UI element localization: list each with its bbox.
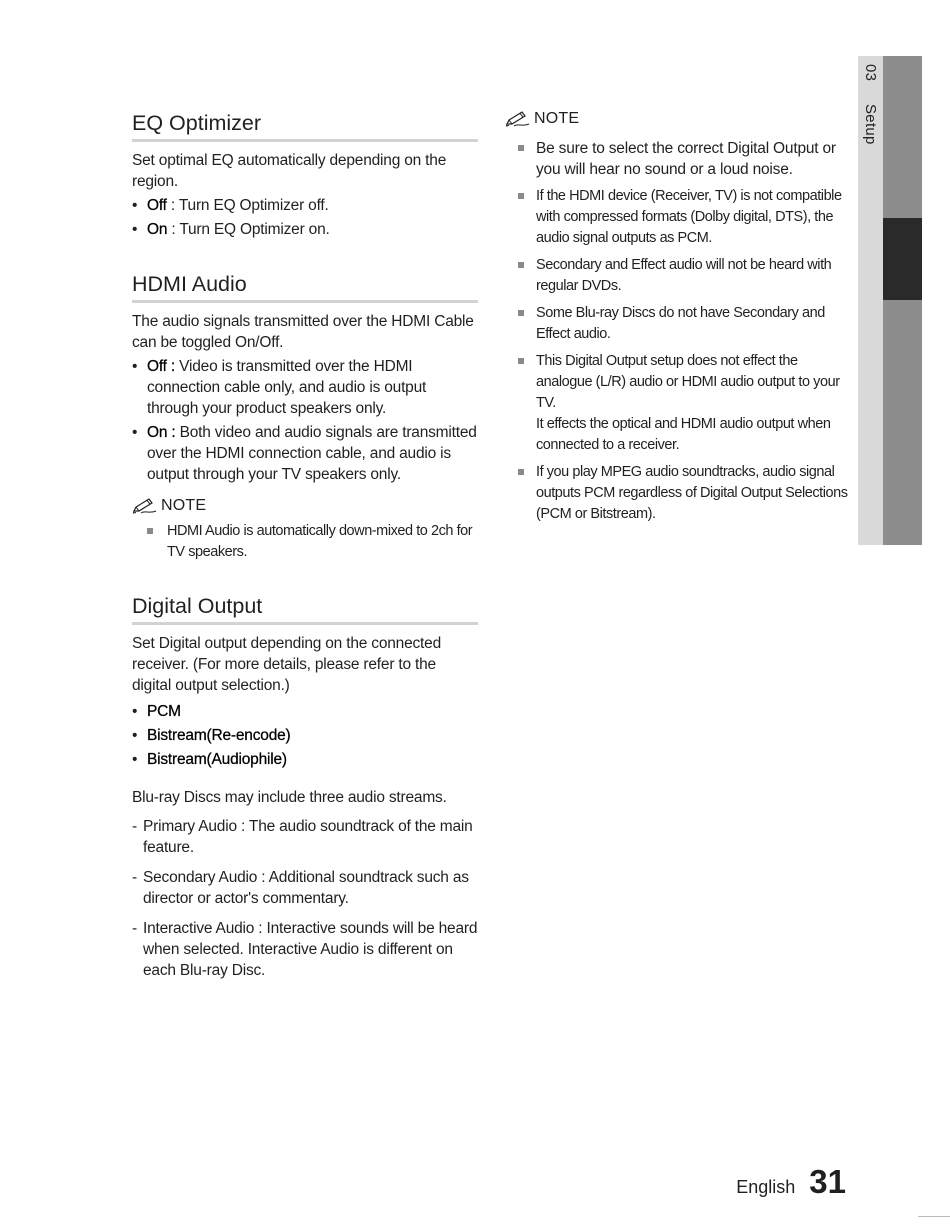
hdmi-audio-section [132,269,478,563]
digital-output-options [132,701,478,770]
right-note-list [505,138,850,525]
option-text: Both video and audio signals are transmitted over the HDMI connection cable, and audio is output through your TV speakers only. [147,424,477,483]
option-term: PCM [147,703,181,720]
note-item: If you play MPEG audio soundtracks, audio signal outputs PCM regardless of Digital Output Selections (PCM or Bitstream). [505,462,850,525]
chapter-label [858,64,883,264]
note-item: If the HDMI device (Receiver, TV) is not compatible with compressed formats (Dolby digital, DTS), the audio signal outputs as PCM. [505,186,850,249]
option-text: : Turn EQ Optimizer off. [166,197,329,214]
note-item: Secondary and Effect audio will not be heard with regular DVDs. [505,255,850,297]
option-term: Bistream(Audiophile) [147,751,287,768]
eq-option-off [132,195,478,216]
option-text: Video is transmitted over the HDMI connection cable only, and audio is output through your product speakers only. [147,358,427,417]
option-term: On : [147,424,176,441]
hdmi-audio-heading: HDMI Audio [132,269,478,303]
hdmi-audio-options [132,356,478,485]
eq-optimizer-description: Set optimal EQ automatically depending on the region. [132,152,447,190]
digital-output-heading: Digital Output [132,591,478,625]
option-term: Bistream(Re-encode) [147,727,291,744]
footer-rule [918,1216,950,1217]
digital-output-note [505,108,850,525]
option-term: Off [147,197,167,214]
note-heading [505,108,850,130]
note-item: Be sure to select the correct Digital Output or you will hear no sound or a loud noise. [505,138,850,180]
tab-gray-band [883,56,922,545]
right-column [505,108,850,531]
note-item-continuation: It effects the optical and HDMI audio output when connected to a receiver. [536,416,831,453]
digital-option-reencode [132,725,478,746]
hdmi-audio-description: The audio signals transmitted over the HDMI Cable can be toggled On/Off. [132,313,474,351]
stream-item: - Primary Audio : The audio soundtrack of the main feature. [132,816,478,858]
stream-item: - Secondary Audio : Additional soundtrack such as director or actor's commentary. [132,867,478,909]
hdmi-note [132,495,478,563]
option-term: Off : [147,358,176,375]
digital-option-pcm [132,701,478,722]
digital-option-audiophile [132,749,478,770]
hdmi-option-on [132,422,478,485]
note-item-text: This Digital Output setup does not effect the analogue (L/R) audio or HDMI audio output to your TV. [536,353,840,411]
left-column [132,108,478,990]
option-text: : Turn EQ Optimizer on. [167,221,330,238]
note-heading [132,495,478,517]
chapter-title: Setup [862,104,879,145]
eq-optimizer-options [132,195,478,240]
digital-output-section [132,591,478,981]
footer-language: English [736,1177,796,1197]
note-item: Some Blu-ray Discs do not have Secondary and Effect audio. [505,303,850,345]
eq-option-on [132,219,478,240]
digital-output-description: Set Digital output depending on the connected receiver. (For more details, please refer to the digital output selection.) [132,635,441,694]
note-item: HDMI Audio is automatically down-mixed to 2ch for TV speakers. [134,521,478,563]
chapter-number: 03 [862,64,879,82]
note-label: NOTE [161,497,207,514]
eq-optimizer-section [132,108,478,240]
hdmi-note-list [134,521,478,563]
audio-streams-list [132,816,478,981]
chapter-side-tab [858,56,922,545]
eq-optimizer-heading: EQ Optimizer [132,108,478,142]
stream-item: - Interactive Audio : Interactive sounds will be heard when selected. Interactive Audio is different on each Blu-ray Disc. [132,918,478,981]
option-term: On [147,221,168,238]
note-label: NOTE [534,110,580,127]
pencil-note-icon [132,497,158,515]
note-item [505,351,850,456]
hdmi-option-off [132,356,478,419]
audio-streams-intro: Blu-ray Discs may include three audio streams. [132,789,447,806]
pencil-note-icon [505,110,531,128]
page-number: 31 [809,1163,846,1200]
page-footer [736,1163,846,1201]
tab-active-marker [883,218,922,300]
